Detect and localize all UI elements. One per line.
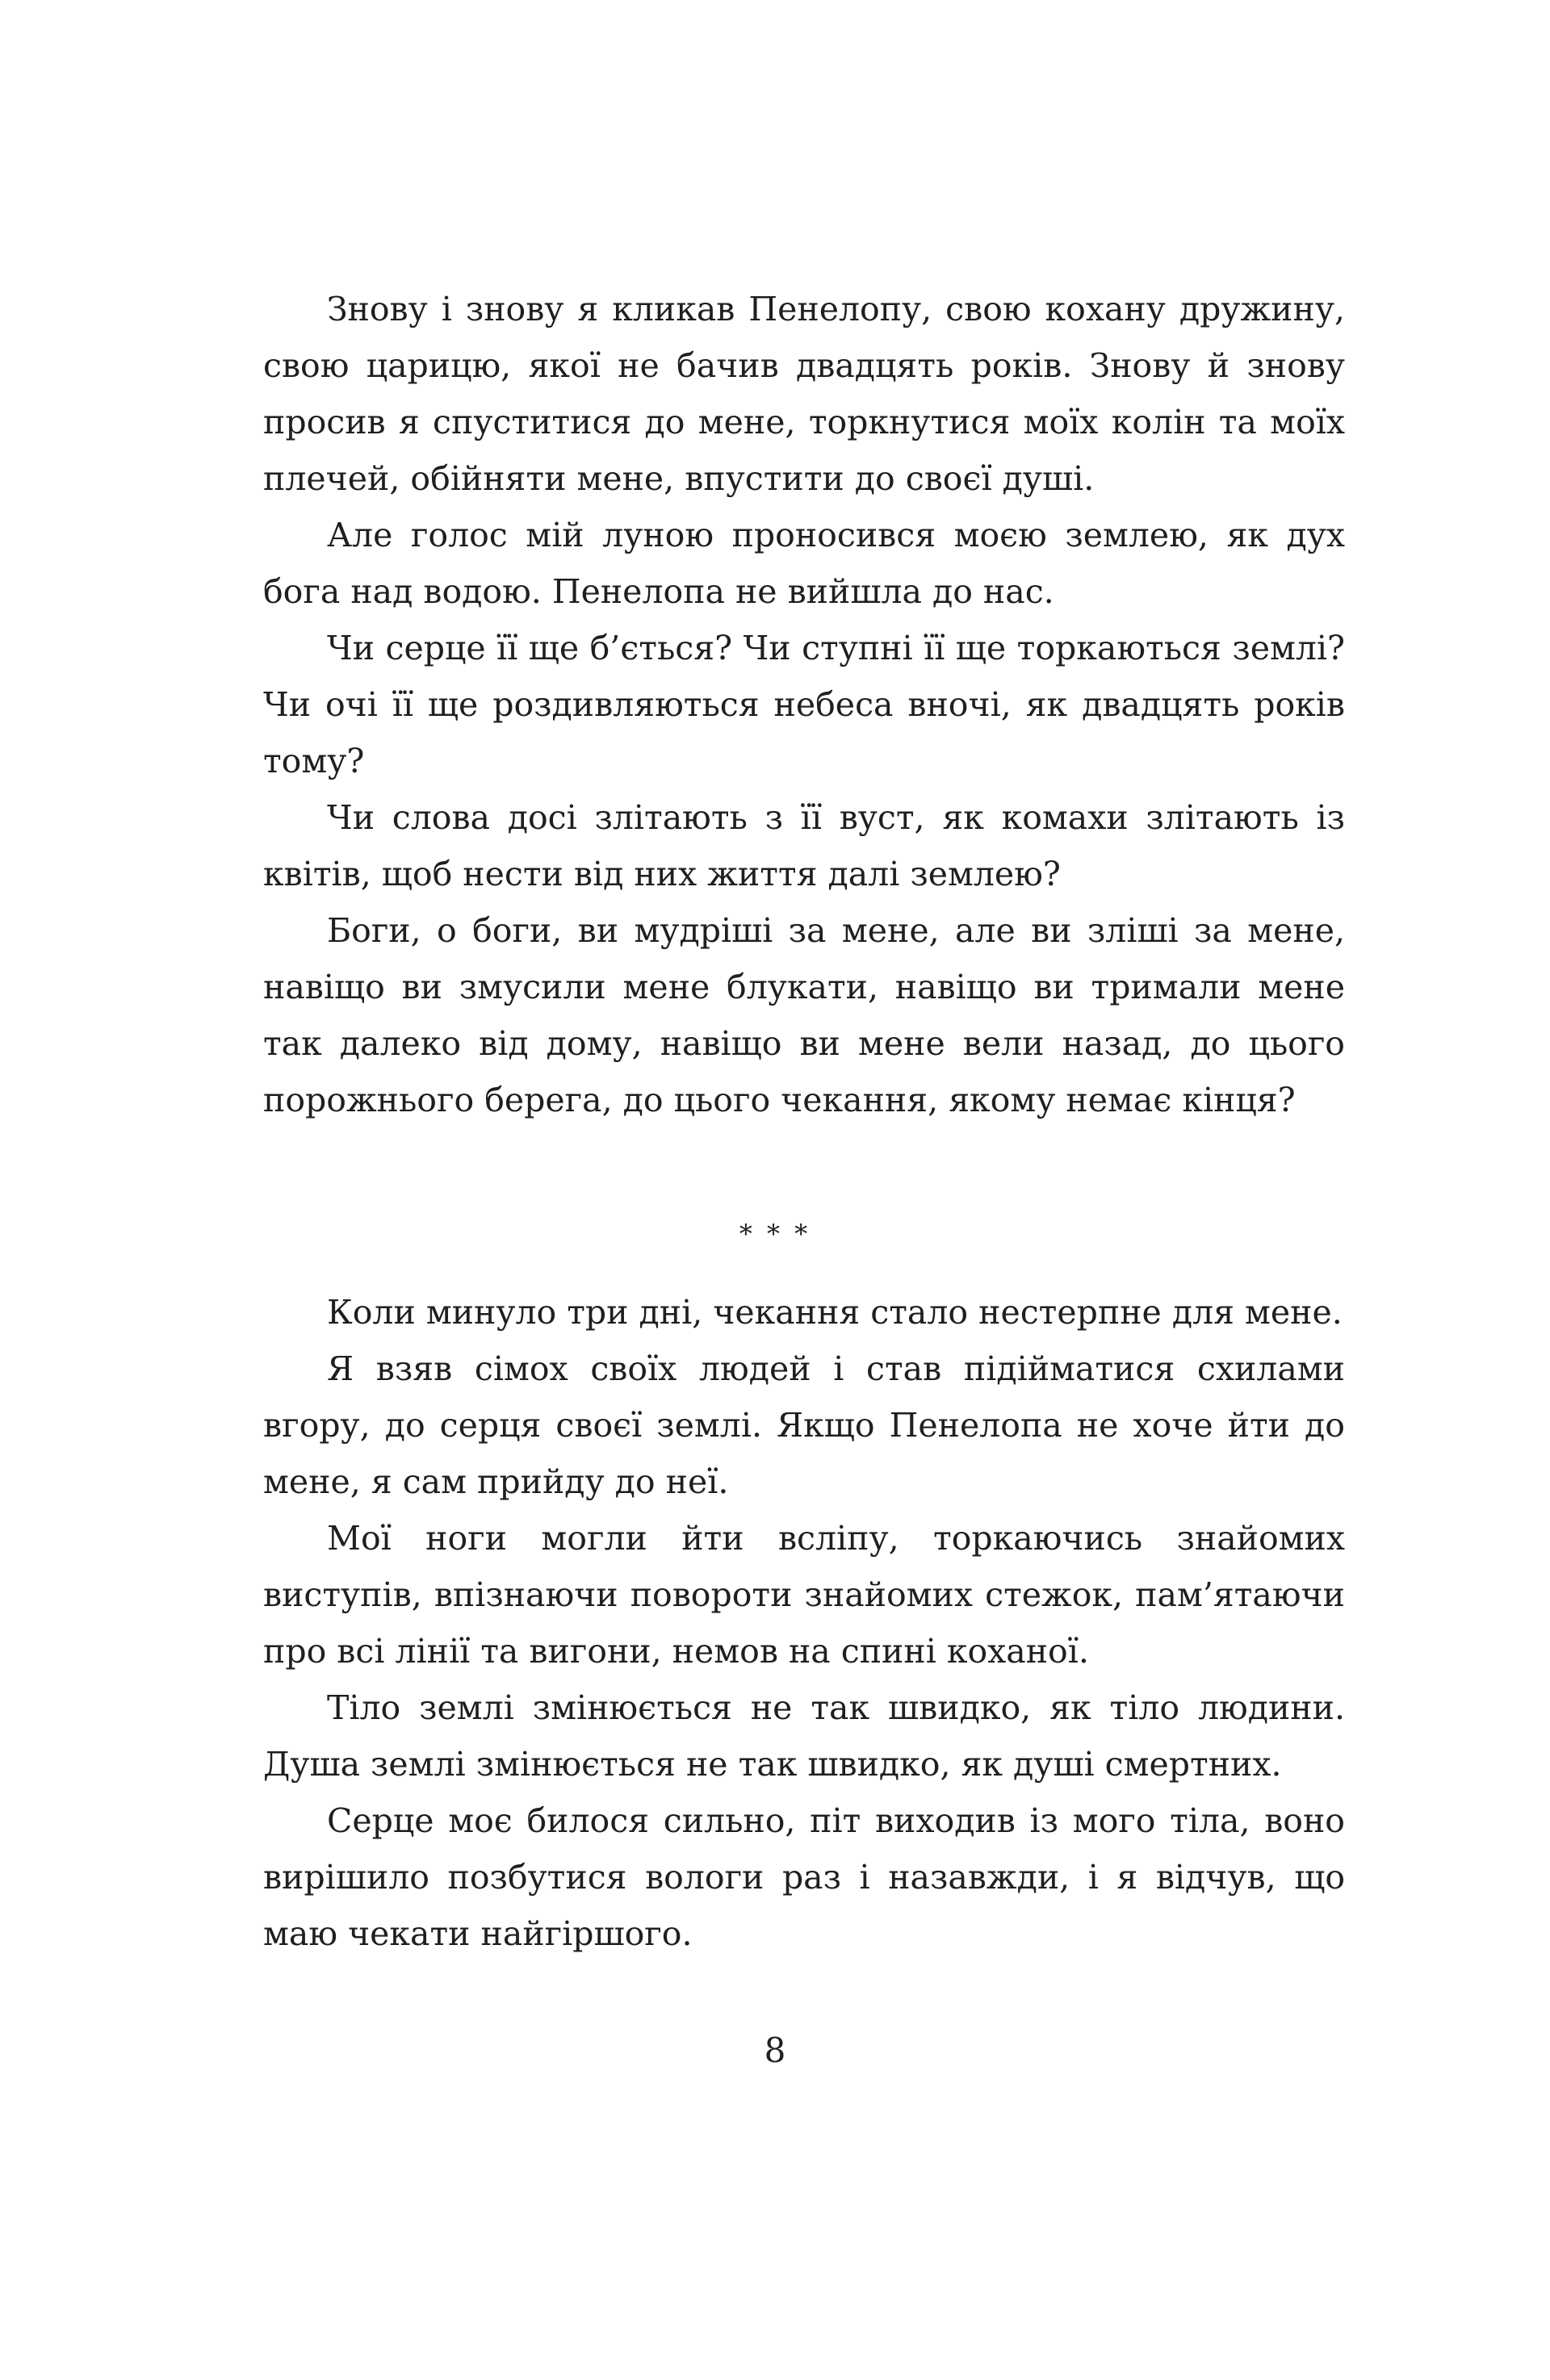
text-section-1 xyxy=(263,281,1345,1128)
paragraph: Тіло землі змінюється не так швидко, як тіло людини. Душа землі змінюється не так швидко, як душі смертних. xyxy=(263,1688,1345,1784)
paragraph: Чи слова досі злітають з її вуст, як комахи злітають із квітів, щоб нести від них життя далі землею? xyxy=(263,798,1345,893)
paragraph: Я взяв сімох своїх людей і став підійматися схилами вгору, до серця своєї землі. Якщо Пенелопа не хоче йти до мене, я сам прийду до неї. xyxy=(263,1349,1345,1501)
paragraph: Але голос мій луною проносився моєю землею, як дух бога над водою. Пенелопа не вийшла до нас. xyxy=(263,516,1345,611)
paragraph: Мої ноги могли йти всліпу, торкаючись знайомих виступів, впізнаючи повороти знайомих стежок, пам’ятаючи про всі лінії та вигони, немов на спині коханої. xyxy=(263,1519,1345,1671)
paragraph: Боги, о боги, ви мудріші за мене, але ви зліші за мене, навіщо ви змусили мене блукати, навіщо ви тримали мене так далеко від дому, навіщо ви мене вели назад, до цього порожнього берега, до цього чекання, якому немає кінця? xyxy=(263,911,1345,1119)
paragraph: Коли минуло три дні, чекання стало нестерпне для мене. xyxy=(327,1293,1343,1332)
paragraph: Чи серце її ще б’ється? Чи ступні її ще торкаються землі? Чи очі її ще роздивляються небеса вночі, як двадцять років тому? xyxy=(263,629,1345,780)
text-section-2 xyxy=(263,1284,1345,1962)
page-number: 8 xyxy=(764,2031,786,2070)
section-separator: * * * xyxy=(739,1219,811,1249)
paragraph: Серце моє билося сильно, піт виходив із мого тіла, воно вирішило позбутися вологи раз і назавжди, і я відчув, що маю чекати найгіршого. xyxy=(263,1801,1345,1953)
paragraph: Знову і знову я кликав Пенелопу, свою кохану дружину, свою царицю, якої не бачив двадцять років. Знову й знову просив я спуститися до мене, торкнутися моїх колін та моїх плечей, обійняти мене, впустити до своєї душі. xyxy=(263,290,1345,498)
